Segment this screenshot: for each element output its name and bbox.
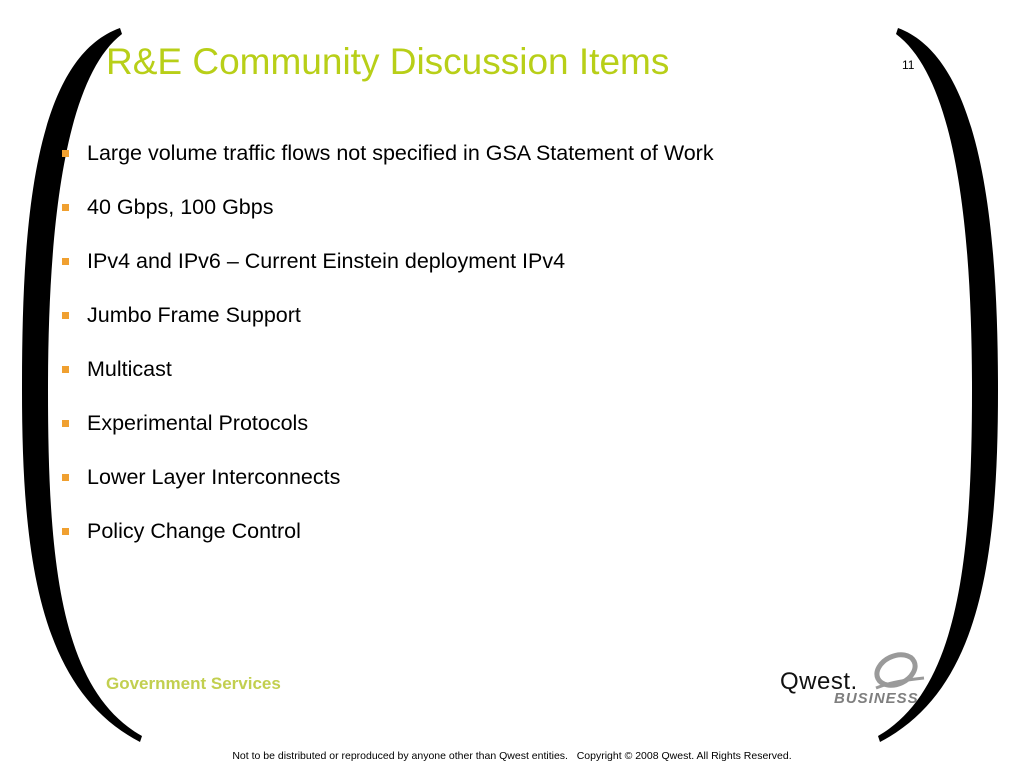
bullet-square-icon [62,204,69,211]
list-item [62,288,714,342]
list-item [62,504,714,558]
bullet-square-icon [62,420,69,427]
bullet-text: Large volume traffic flows not specified in GSA Statement of Work [87,140,714,165]
list-item [62,342,714,396]
bullet-square-icon [62,528,69,535]
list-item [62,234,714,288]
list-item [62,450,714,504]
footer-division-label: Government Services [106,674,281,693]
bullet-square-icon [62,258,69,265]
bullet-text: 40 Gbps, 100 Gbps [87,194,274,219]
bullet-square-icon [62,474,69,481]
bullet-list [62,126,714,558]
bullet-square-icon [62,150,69,157]
bullet-text: Jumbo Frame Support [87,302,301,327]
copyright-disclaimer: Not to be distributed or reproduced by anyone other than Qwest entities. Copyright © 2008 Qwest. All Rights Reserved. [232,750,792,762]
logo-wordmark: Qwest. [780,668,858,695]
bullet-text: Lower Layer Interconnects [87,464,341,489]
slide-title: R&E Community Discussion Items [106,41,670,82]
bullet-text: Experimental Protocols [87,410,309,435]
logo-subtitle: BUSINESS [834,690,919,707]
page-number: 11 [902,58,915,72]
list-item [62,396,714,450]
bullet-square-icon [62,312,69,319]
bullet-text: IPv4 and IPv6 – Current Einstein deployment IPv4 [87,248,566,273]
bullet-text: Multicast [87,356,172,381]
qwest-q-swoosh-icon [866,648,926,696]
list-item [62,180,714,234]
bullet-square-icon [62,366,69,373]
bullet-text: Policy Change Control [87,518,301,543]
list-item [62,126,714,180]
qwest-business-logo [778,648,928,712]
